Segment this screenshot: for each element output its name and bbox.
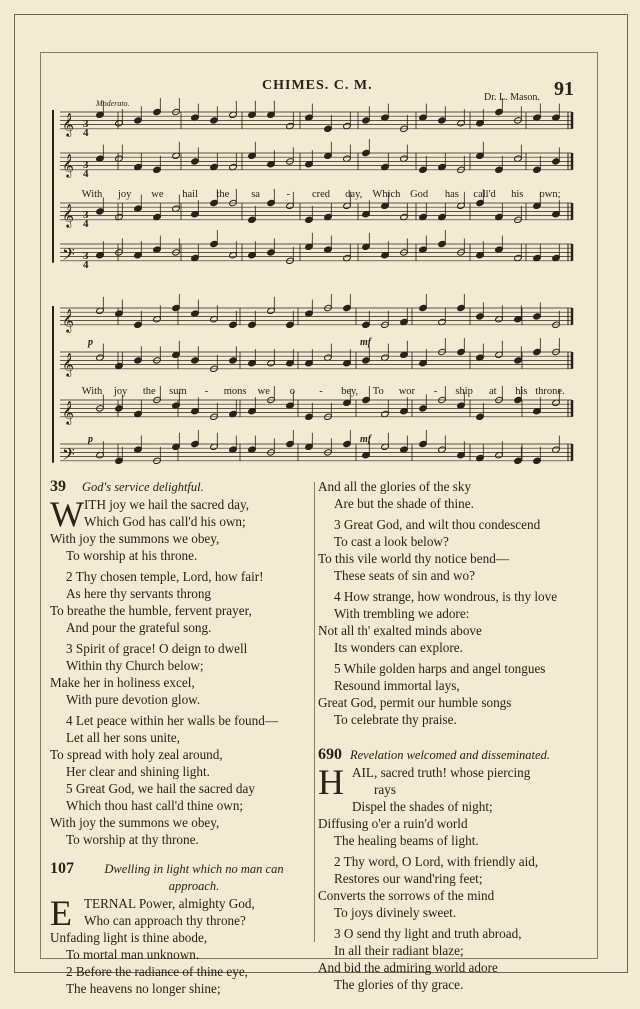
hymn-line: These seats of sin and wo?: [334, 568, 475, 583]
time-signature: 4: [83, 217, 89, 230]
time-signature: 4: [83, 126, 89, 139]
lyric-syllable: at: [488, 386, 497, 397]
lyric-syllable: hail: [182, 189, 199, 200]
hymn-line: 3 O send thy light and truth abroad,: [334, 926, 522, 941]
hymn-line: In all their radiant blaze;: [334, 943, 464, 958]
hymn-line: Her clear and shining light.: [66, 764, 210, 779]
time-signature: 3: [83, 249, 89, 262]
hymn-line: And all the glories of the sky: [318, 479, 472, 494]
lyric-syllable: joy: [113, 386, 128, 397]
lyric-syllable: cred: [311, 189, 331, 200]
hymn-line: To celebrate thy praise.: [334, 712, 457, 727]
hymn-line: As here thy servants throng: [66, 586, 212, 601]
hymn-title: Dwelling in light which no man can approach.: [104, 862, 284, 893]
hymn-number: 107: [50, 860, 74, 877]
hymn-line: rays: [374, 782, 396, 797]
hymn-line: To joys divinely sweet.: [334, 905, 457, 920]
lyric-syllable: Which: [372, 189, 401, 200]
hymn-line: To spread with holy zeal around,: [50, 747, 223, 762]
lyric-syllable: ship: [455, 386, 473, 397]
hymn-line: To cast a look below?: [334, 534, 449, 549]
time-signature: 3: [83, 117, 89, 130]
bass-clef: 𝄢: [62, 243, 75, 268]
hymn-line: To mortal man unknown.: [66, 947, 200, 962]
hymn-line: Let all her sons unite,: [66, 730, 180, 745]
treble-clef: 𝄞: [62, 111, 74, 136]
hymn-line: The glories of thy grace.: [334, 977, 464, 992]
column-divider: [314, 482, 315, 942]
music-score: [0, 0, 640, 480]
drop-cap: H: [318, 762, 344, 802]
hymn-line: Which God has call'd his own;: [84, 514, 246, 529]
hymn-line: Great God, permit our humble songs: [318, 695, 512, 710]
lyric-syllable: we: [151, 189, 164, 200]
drop-cap: E: [50, 893, 72, 933]
lyric-syllable: sum: [169, 386, 187, 397]
page-number: 91: [554, 78, 574, 100]
hymn-line: 5 Great God, we hail the sacred day: [66, 781, 255, 796]
lyric-syllable: day,: [345, 189, 363, 200]
lyric-syllable: his: [515, 386, 528, 397]
dynamic-p: p: [88, 337, 93, 348]
hymn-number: 690: [318, 746, 342, 763]
treble-clef: 𝄞: [62, 152, 74, 177]
hymn-line: And pour the grateful song.: [66, 620, 212, 635]
lyric-syllable: sa: [251, 189, 260, 200]
hymn-line: With pure devotion glow.: [66, 692, 201, 707]
composer-credit: Dr. L. Mason.: [484, 92, 540, 103]
hymn-line: With joy the summons we obey,: [50, 815, 220, 830]
hymn-line: Who can approach thy throne?: [84, 913, 246, 928]
hymn-line: Not all th' exalted minds above: [318, 623, 482, 638]
dynamic-mf: mf: [360, 434, 372, 445]
tune-title: CHIMES. C. M.: [262, 78, 373, 93]
hymn-line: 2 Thy word, O Lord, with friendly aid,: [334, 854, 539, 869]
hymn-line: Which thou hast call'd thine own;: [66, 798, 244, 813]
hymn-line: H AIL, sacred truth! whose piercing: [318, 762, 531, 802]
tempo-marking: Moderato.: [96, 99, 130, 108]
hymn-line: To worship at thy throne.: [66, 832, 199, 847]
hymn-line: And bid the admiring world adore: [318, 960, 498, 975]
hymn-line: 4 How strange, how wondrous, is thy love: [334, 589, 558, 604]
hymn-line: 2 Thy chosen temple, Lord, how fair!: [66, 569, 264, 584]
hymn-line: 3 Spirit of grace! O deign to dwell: [66, 641, 248, 656]
treble-clef: 𝄞: [62, 399, 74, 424]
time-signature: 3: [83, 158, 89, 171]
hymn-number: 39: [50, 478, 66, 495]
treble-clef: 𝄞: [62, 202, 74, 227]
lyric-syllable: o: [289, 386, 295, 397]
hymn-690: [318, 746, 574, 993]
time-signature: 4: [83, 258, 89, 271]
hymn-line: Are but the shade of thine.: [334, 496, 474, 511]
lyric-syllable: -: [204, 386, 209, 397]
lyric-syllable: God: [410, 189, 429, 200]
lyric-syllable: -: [319, 386, 323, 397]
hymn-line: The heavens no longer shine;: [66, 981, 221, 996]
lyric-syllable: bey,: [341, 386, 359, 397]
hymn-title: Revelation welcomed and disseminated.: [350, 748, 550, 762]
treble-clef: 𝄞: [62, 351, 74, 376]
lyric-syllable: With: [81, 386, 103, 397]
treble-clef: 𝄞: [62, 307, 74, 332]
left-column: [50, 478, 306, 1003]
lyric-syllable: joy: [118, 189, 132, 200]
hymn-line: Within thy Church below;: [66, 658, 204, 673]
hymn-line: Make her in holiness excel,: [50, 675, 195, 690]
lyric-syllable: the: [142, 386, 156, 397]
hymn-title: God's service delightful.: [82, 480, 204, 494]
bass-clef: 𝄢: [62, 443, 75, 468]
hymn-line: 5 While golden harps and angel tongues: [334, 661, 546, 676]
time-signature: 3: [83, 208, 89, 221]
hymn-line: To worship at his throne.: [66, 548, 198, 563]
lyric-syllable: mons: [223, 386, 247, 397]
hymn-line: 3 Great God, and wilt thou condescend: [334, 517, 541, 532]
hymn-line: To breathe the humble, fervent prayer,: [50, 603, 252, 618]
hymn-39: [50, 478, 306, 848]
lyric-syllable: To: [372, 386, 384, 397]
hymn-107: [50, 860, 306, 997]
hymn-line: Its wonders can explore.: [334, 640, 463, 655]
hymn-line: Converts the sorrows of the mind: [318, 888, 495, 903]
hymn-line: Restores our wand'ring feet;: [334, 871, 483, 886]
lyric-syllable: call'd: [473, 189, 496, 200]
drop-cap: W: [50, 494, 84, 534]
lyric-syllable: wor: [398, 386, 416, 397]
dynamic-mf: mf: [360, 337, 372, 348]
hymn-line: With trembling we adore:: [334, 606, 470, 621]
lyric-syllable: the: [216, 189, 230, 200]
lyric-syllable: his: [511, 189, 524, 200]
hymn-line: Unfading light is thine abode,: [50, 930, 208, 945]
lyric-syllable: has: [444, 189, 459, 200]
hymn-line: Diffusing o'er a ruin'd world: [318, 816, 468, 831]
hymn-line: 2 Before the radiance of thine eye,: [66, 964, 248, 979]
lyric-syllable: With: [81, 189, 103, 200]
lyric-syllable: throne.: [535, 386, 565, 397]
hymn-line: 4 Let peace within her walls be found—: [66, 713, 279, 728]
lyric-syllable: -: [286, 189, 291, 200]
time-signature: 4: [83, 167, 89, 180]
lyric-syllable: we: [257, 386, 270, 397]
hymn-line: With joy the summons we obey,: [50, 531, 220, 546]
hymn-line: W ITH joy we hail the sacred day,: [50, 494, 250, 534]
hymn-line: The healing beams of light.: [334, 833, 479, 848]
hymn-line: E TERNAL Power, almighty God,: [50, 893, 255, 933]
hymn-line: To this vile world thy notice bend—: [318, 551, 509, 566]
lyric-syllable: -: [433, 386, 438, 397]
hymn-line: Dispel the shades of night;: [352, 799, 493, 814]
dynamic-p: p: [88, 434, 93, 445]
lyric-syllable: own;: [539, 189, 561, 200]
right-column: [318, 478, 574, 999]
hymn-line: Resound immortal lays,: [334, 678, 460, 693]
